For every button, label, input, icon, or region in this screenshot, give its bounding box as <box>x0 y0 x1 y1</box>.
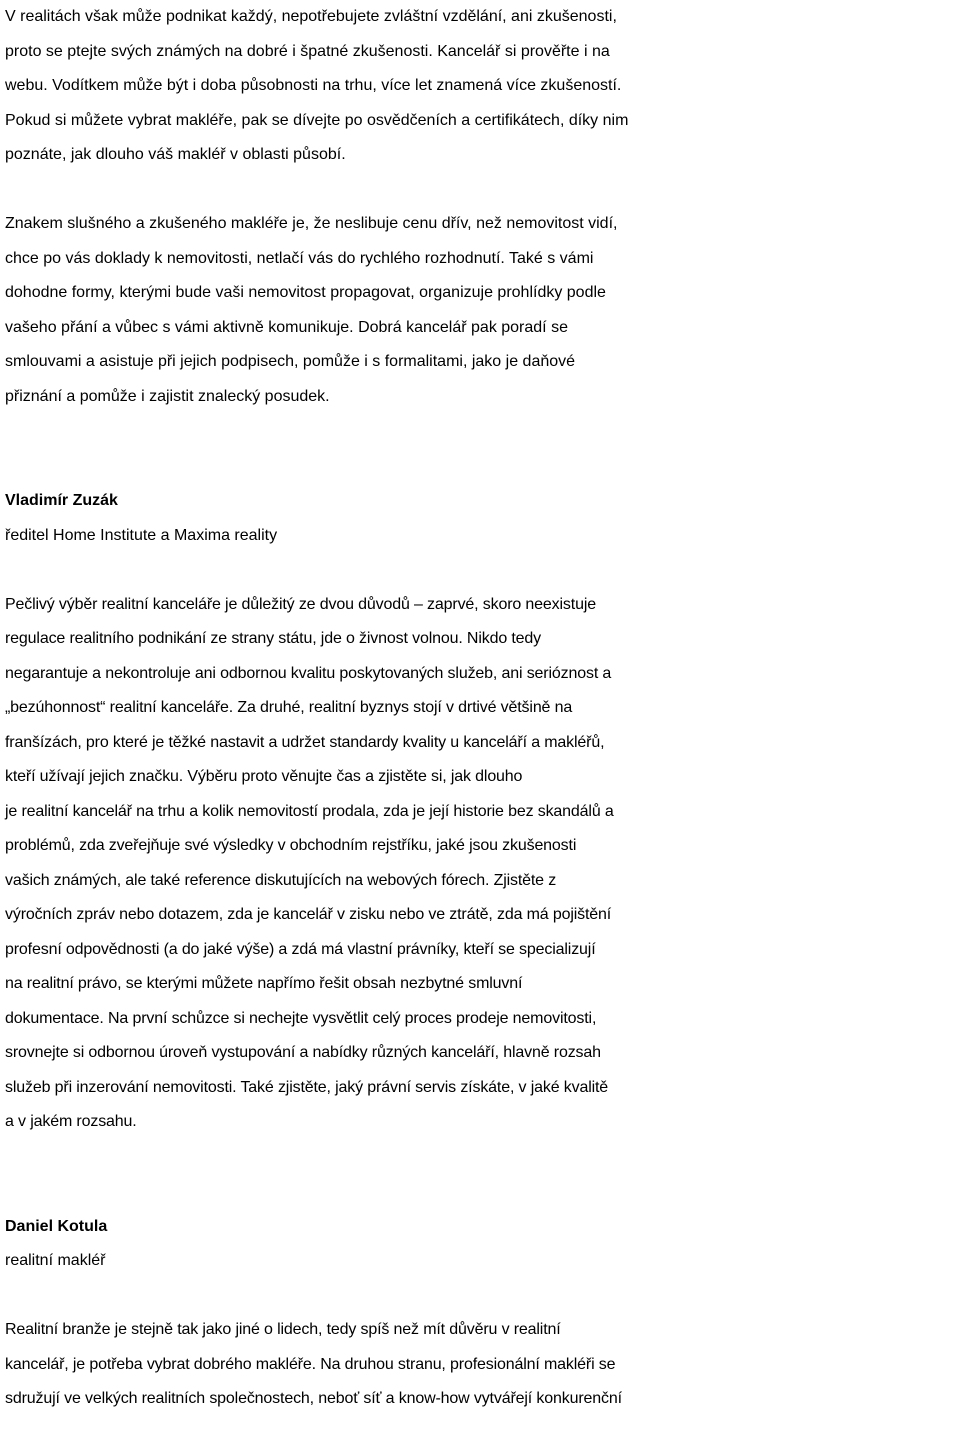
intro-paragraph-1 <box>5 0 954 173</box>
text-line: je realitní kancelář na trhu a kolik nemovitostí prodala, zda je její historie bez skandálů a <box>5 802 614 820</box>
author-role: realitní makléř <box>5 1252 106 1269</box>
intro-paragraph-2 <box>5 207 954 414</box>
text-line: dokumentace. Na první schůzce si nechejte vysvětlit celý proces prodeje nemovitosti, <box>5 1009 597 1027</box>
text-line: franšízách, pro které je těžké nastavit a udržet standardy kvality u kanceláří a makléřů, <box>5 733 605 751</box>
paragraph-spacer <box>5 1279 954 1314</box>
author-name: Daniel Kotula <box>5 1217 108 1235</box>
text-line: Znakem slušného a zkušeného makléře je, že neslibuje cenu dřív, než nemovitost vidí, <box>5 215 618 232</box>
author-statement <box>5 588 954 1140</box>
author-statement <box>5 1313 954 1417</box>
text-line: smlouvami a asistuje při jejich podpisech, pomůže i s formalitami, jako je daňové <box>5 353 576 370</box>
text-line: V realitách však může podnikat každý, nepotřebujete zvláštní vzdělání, ani zkušenosti, <box>5 8 617 25</box>
text-line: na realitní právo, se kterými můžete napřímo řešit obsah nezbytné smluvní <box>5 975 523 992</box>
author-section-zuzak <box>5 484 954 1140</box>
text-line: problémů, zda zveřejňuje své výsledky v obchodním rejstříku, jaké jsou zkušenosti <box>5 837 577 854</box>
text-line: srovnejte si odbornou úroveň vystupování a nabídky různých kanceláří, hlavně rozsah <box>5 1044 601 1061</box>
author-role: ředitel Home Institute a Maxima reality <box>5 526 278 544</box>
text-line: Pečlivý výběr realitní kanceláře je důležitý ze dvou důvodů – zaprvé, skoro neexistuje <box>5 595 596 613</box>
text-line: vašich známých, ale také reference diskutujících na webových fórech. Zjistěte z <box>5 871 557 889</box>
text-line: služeb při inzerování nemovitosti. Také zjistěte, jaký právní servis získáte, v jaké kvalitě <box>5 1078 609 1096</box>
text-line: výročních zpráv nebo dotazem, zda je kancelář v zisku nebo ve ztrátě, zda má pojištění <box>5 906 612 923</box>
text-line: „bezúhonnost“ realitní kanceláře. Za druhé, realitní byznys stojí v drtivé většině na <box>5 699 573 716</box>
author-name: Vladimír Zuzák <box>5 492 118 509</box>
section-spacer <box>5 1140 954 1210</box>
text-line: chce po vás doklady k nemovitosti, netlačí vás do rychlého rozhodnutí. Také s vámi <box>5 249 594 267</box>
paragraph-spacer <box>5 173 954 208</box>
text-line: negarantuje a nekontroluje ani odbornou kvalitu poskytovaných služeb, ani serióznost a <box>5 664 612 682</box>
text-line: Realitní branže je stejně tak jako jiné o lidech, tedy spíš než mít důvěru v realitní <box>5 1321 561 1338</box>
text-line: sdružují ve velkých realitních společnostech, neboť síť a know-how vytvářejí konkurenční <box>5 1390 622 1407</box>
text-line: kancelář, je potřeba vybrat dobrého makléře. Na druhou stranu, profesionální makléři se <box>5 1355 616 1373</box>
text-line: vašeho přání a vůbec s vámi aktivně komunikuje. Dobrá kancelář pak poradí se <box>5 318 568 336</box>
paragraph-spacer <box>5 553 954 588</box>
text-line: přiznání a pomůže i zajistit znalecký posudek. <box>5 387 330 405</box>
text-line: a v jakém rozsahu. <box>5 1113 137 1130</box>
author-section-kotula <box>5 1210 954 1417</box>
text-line: proto se ptejte svých známých na dobré i špatné zkušenosti. Kancelář si prověřte i na <box>5 42 610 60</box>
section-spacer <box>5 414 954 484</box>
text-line: webu. Vodítkem může být i doba působnosti na trhu, více let znamená více zkušeností. <box>5 77 622 94</box>
text-line: Pokud si můžete vybrat makléře, pak se dívejte po osvědčeních a certifikátech, díky nim <box>5 111 629 129</box>
text-line: profesní odpovědnosti (a do jaké výše) a zdá má vlastní právníky, kteří se specializují <box>5 940 596 958</box>
text-line: poznáte, jak dlouho váš makléř v oblasti působí. <box>5 146 346 163</box>
text-line: dohodne formy, kterými bude vaši nemovitost propagovat, organizuje prohlídky podle <box>5 284 606 301</box>
text-line: regulace realitního podnikání ze strany státu, jde o živnost volnou. Nikdo tedy <box>5 630 542 647</box>
text-line: kteří užívají jejich značku. Výběru proto věnujte čas a zjistěte si, jak dlouho <box>5 768 523 785</box>
